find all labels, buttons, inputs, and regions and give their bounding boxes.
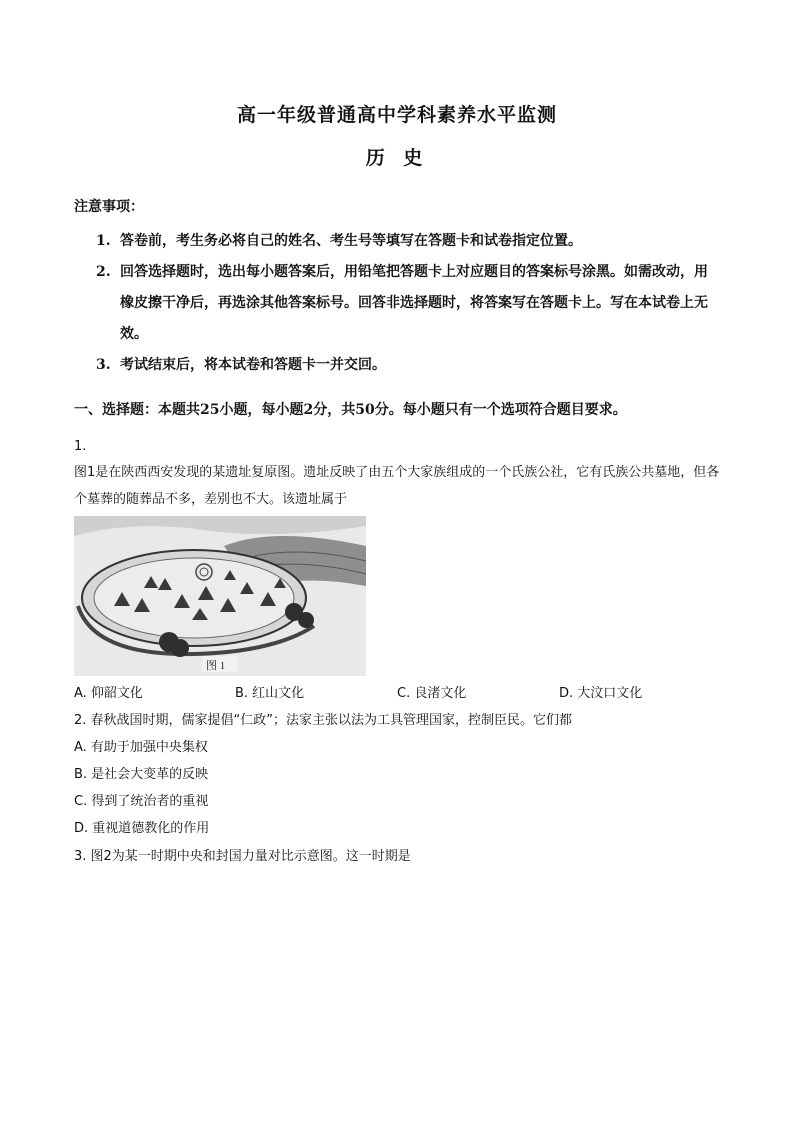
option-a: A. 仰韶文化 xyxy=(74,686,143,701)
option-b: B. 是社会大变革的反映 xyxy=(74,767,209,782)
note-item xyxy=(96,257,720,350)
note-text: 回答选择题时，选出每小题答案后，用铅笔把答题卡上对应题目的答案标号涂黑。如需改动，用橡皮擦干净后，再选涂其他答案标号。回答非选择题时，将答案写在答题卡上。写在本试卷上无效。 xyxy=(120,264,708,342)
note-text: 答卷前，考生务必将自己的姓名、考生号等填写在答题卡和试卷指定位置。 xyxy=(120,233,582,249)
question-1-options xyxy=(74,680,724,707)
question-2-stem: 2. 春秋战国时期，儒家提倡“仁政”；法家主张以法为工具管理国家，控制臣民。它们都 xyxy=(74,713,573,728)
option-c: C. 得到了统治者的重视 xyxy=(74,794,209,809)
question-1-stem: 图1是在陕西西安发现的某遗址复原图。遗址反映了由五个大家族组成的一个氏族公社，它有氏族公共墓地，但各个墓葬的随葬品不多，差别也不大。该遗址属于 xyxy=(74,465,720,507)
question-3-stem: 3. 图2为某一时期中央和封国力量对比示意图。这一时期是 xyxy=(74,849,411,864)
notes-heading: 注意事项： xyxy=(74,199,144,215)
note-number: 1. xyxy=(96,233,111,249)
note-item xyxy=(96,350,720,381)
exam-title: 高一年级普通高中学科素养水平监测 xyxy=(236,104,557,126)
note-number: 2. xyxy=(96,264,111,280)
option-c: C. 良渚文化 xyxy=(397,686,467,701)
option-d: D. 重视道德教化的作用 xyxy=(74,821,210,836)
note-item xyxy=(96,226,720,257)
figure-1-settlement-illustration xyxy=(74,516,366,676)
option-d: D. 大汶口文化 xyxy=(559,686,643,701)
figure-1-caption: 图 1 xyxy=(206,660,226,672)
option-b: B. 红山文化 xyxy=(235,686,305,701)
section-heading: 一、选择题：本题共25小题，每小题2分，共50分。每小题只有一个选项符合题目要求。 xyxy=(74,402,627,418)
note-text: 考试结束后，将本试卷和答题卡一并交回。 xyxy=(120,357,386,373)
option-a: A. 有助于加强中央集权 xyxy=(74,740,208,755)
note-number: 3. xyxy=(96,357,111,373)
subject-title: 历 史 xyxy=(365,147,429,169)
question-1-number: 1. xyxy=(74,439,87,454)
